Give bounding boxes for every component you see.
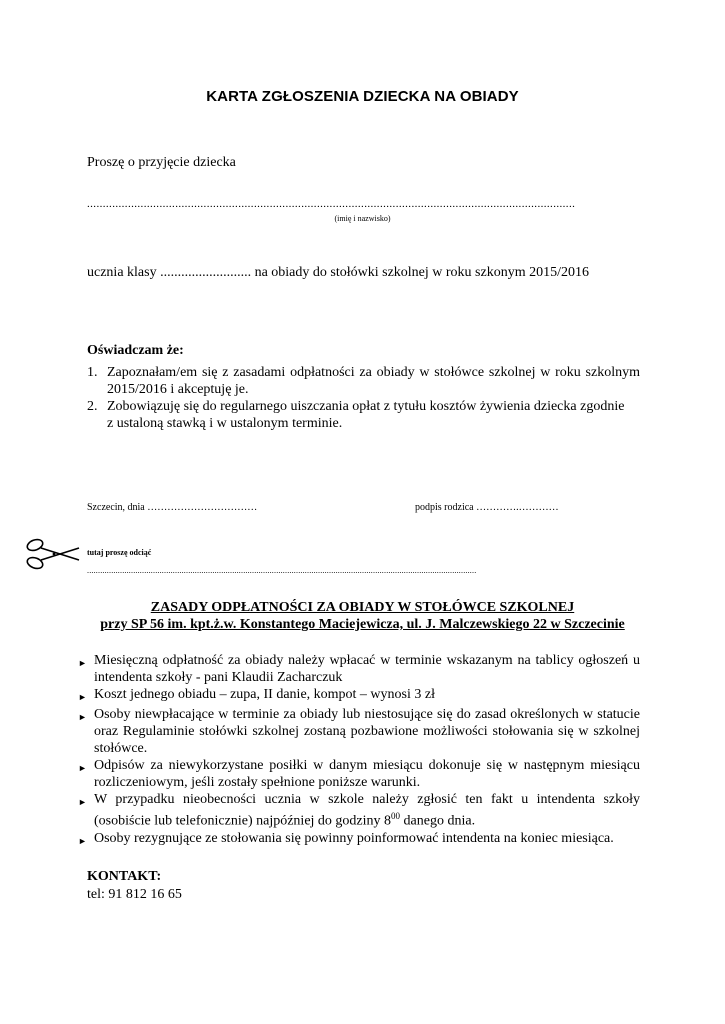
child-name-field[interactable]: ........................................................................................................................................................... bbox=[87, 198, 576, 210]
contact-block bbox=[87, 868, 182, 904]
rule-text: Osoby rezygnujące ze stołowania się powinny poinformować intendenta na koniec miesiąca. bbox=[94, 830, 614, 846]
declaration-item-continued bbox=[87, 415, 640, 432]
rules-heading: ZASADY ODPŁATNOŚCI ZA OBIADY W STOŁÓWCE SZKOLNEJ bbox=[150, 600, 575, 615]
list-item bbox=[78, 686, 640, 706]
rules-list bbox=[78, 652, 640, 850]
rule-text: Koszt jednego obiadu – zupa, II danie, kompot – wynosi 3 zł bbox=[94, 687, 435, 702]
name-caption: (imię i nazwisko) bbox=[334, 214, 391, 223]
declaration-text: Zapoznałam/em się z zasadami odpłatności za obiady w stołówce szkolnej w roku szkolnym 2015/2016 i akceptuję je. bbox=[107, 365, 640, 397]
contact-phone: tel: 91 812 16 65 bbox=[87, 887, 182, 902]
cut-line: ................................................................................................................................................................................. bbox=[87, 566, 477, 575]
cut-label: tutaj proszę odciąć bbox=[87, 548, 152, 557]
rule-text: Odpisów za niewykorzystane posiłki w danym miesiącu dokonuje się w następnym miesiącu rozliczeniowym, jeśli zostały spełnione poniższe warunki. bbox=[94, 758, 640, 790]
declaration-heading: Oświadczam że: bbox=[87, 343, 184, 358]
request-line: Proszę o przyjęcie dziecka bbox=[87, 155, 236, 170]
triangle-right-icon: ► bbox=[78, 712, 87, 722]
list-item bbox=[78, 791, 640, 830]
declaration-text: z ustaloną stawką i w ustalonym terminie. bbox=[107, 416, 343, 431]
declaration-item bbox=[87, 364, 640, 398]
rule-text bbox=[94, 791, 640, 830]
place-date-field[interactable]: Szczecin, dnia …………………………… bbox=[87, 502, 258, 513]
list-item bbox=[78, 652, 640, 686]
parent-signature-field[interactable]: podpis rodzica ………….………… bbox=[415, 502, 559, 513]
list-item bbox=[78, 706, 640, 757]
triangle-right-icon: ► bbox=[78, 797, 87, 807]
rule-text: Miesięczną odpłatność za obiady należy wpłacać w terminie wskazanym na tablicy ogłoszeń u intendenta szkoły - pani Klaudii Zacharczuk bbox=[94, 653, 640, 685]
list-item bbox=[78, 830, 640, 850]
triangle-right-icon: ► bbox=[78, 763, 87, 773]
rule-absence-text: W przypadku nieobecności ucznia w szkole należy zgłosić ten fakt u intendenta szkoły (osobiście lub telefonicznie) najpóźniej do godziny 8 bbox=[94, 792, 640, 829]
triangle-right-icon: ► bbox=[78, 692, 87, 702]
declaration-number: 2. bbox=[87, 399, 98, 414]
declaration-item bbox=[87, 398, 640, 415]
declaration-number: 1. bbox=[87, 365, 98, 380]
document-title: KARTA ZGŁOSZENIA DZIECKA NA OBIADY bbox=[206, 88, 519, 105]
hour-superscript: 00 bbox=[391, 811, 401, 821]
class-line[interactable]: ucznia klasy .......................... na obiady do stołówki szkolnej w roku szkonym 2015/2016 bbox=[87, 265, 589, 280]
triangle-right-icon: ► bbox=[78, 835, 87, 846]
scissors-icon bbox=[24, 536, 82, 572]
contact-heading: KONTAKT: bbox=[87, 869, 162, 884]
rule-absence-end: danego dnia. bbox=[400, 813, 476, 829]
declaration-list bbox=[87, 364, 640, 432]
list-item bbox=[78, 757, 640, 791]
rule-text: Osoby niewpłacające w terminie za obiady lub niestosujące się do zasad określonych w statucie oraz Regulaminie stołówki szkolnej zostaną pozbawione możliwości stołowania się w szkolnej stołówce. bbox=[94, 707, 640, 756]
triangle-right-icon: ► bbox=[78, 658, 87, 668]
rules-subheading: przy SP 56 im. kpt.ż.w. Konstantego Maciejewicza, ul. J. Malczewskiego 22 w Szczecinie bbox=[100, 617, 625, 632]
declaration-text: Zobowiązuję się do regularnego uiszczania opłat z tytułu kosztów żywienia dziecka zgodnie bbox=[107, 399, 625, 414]
